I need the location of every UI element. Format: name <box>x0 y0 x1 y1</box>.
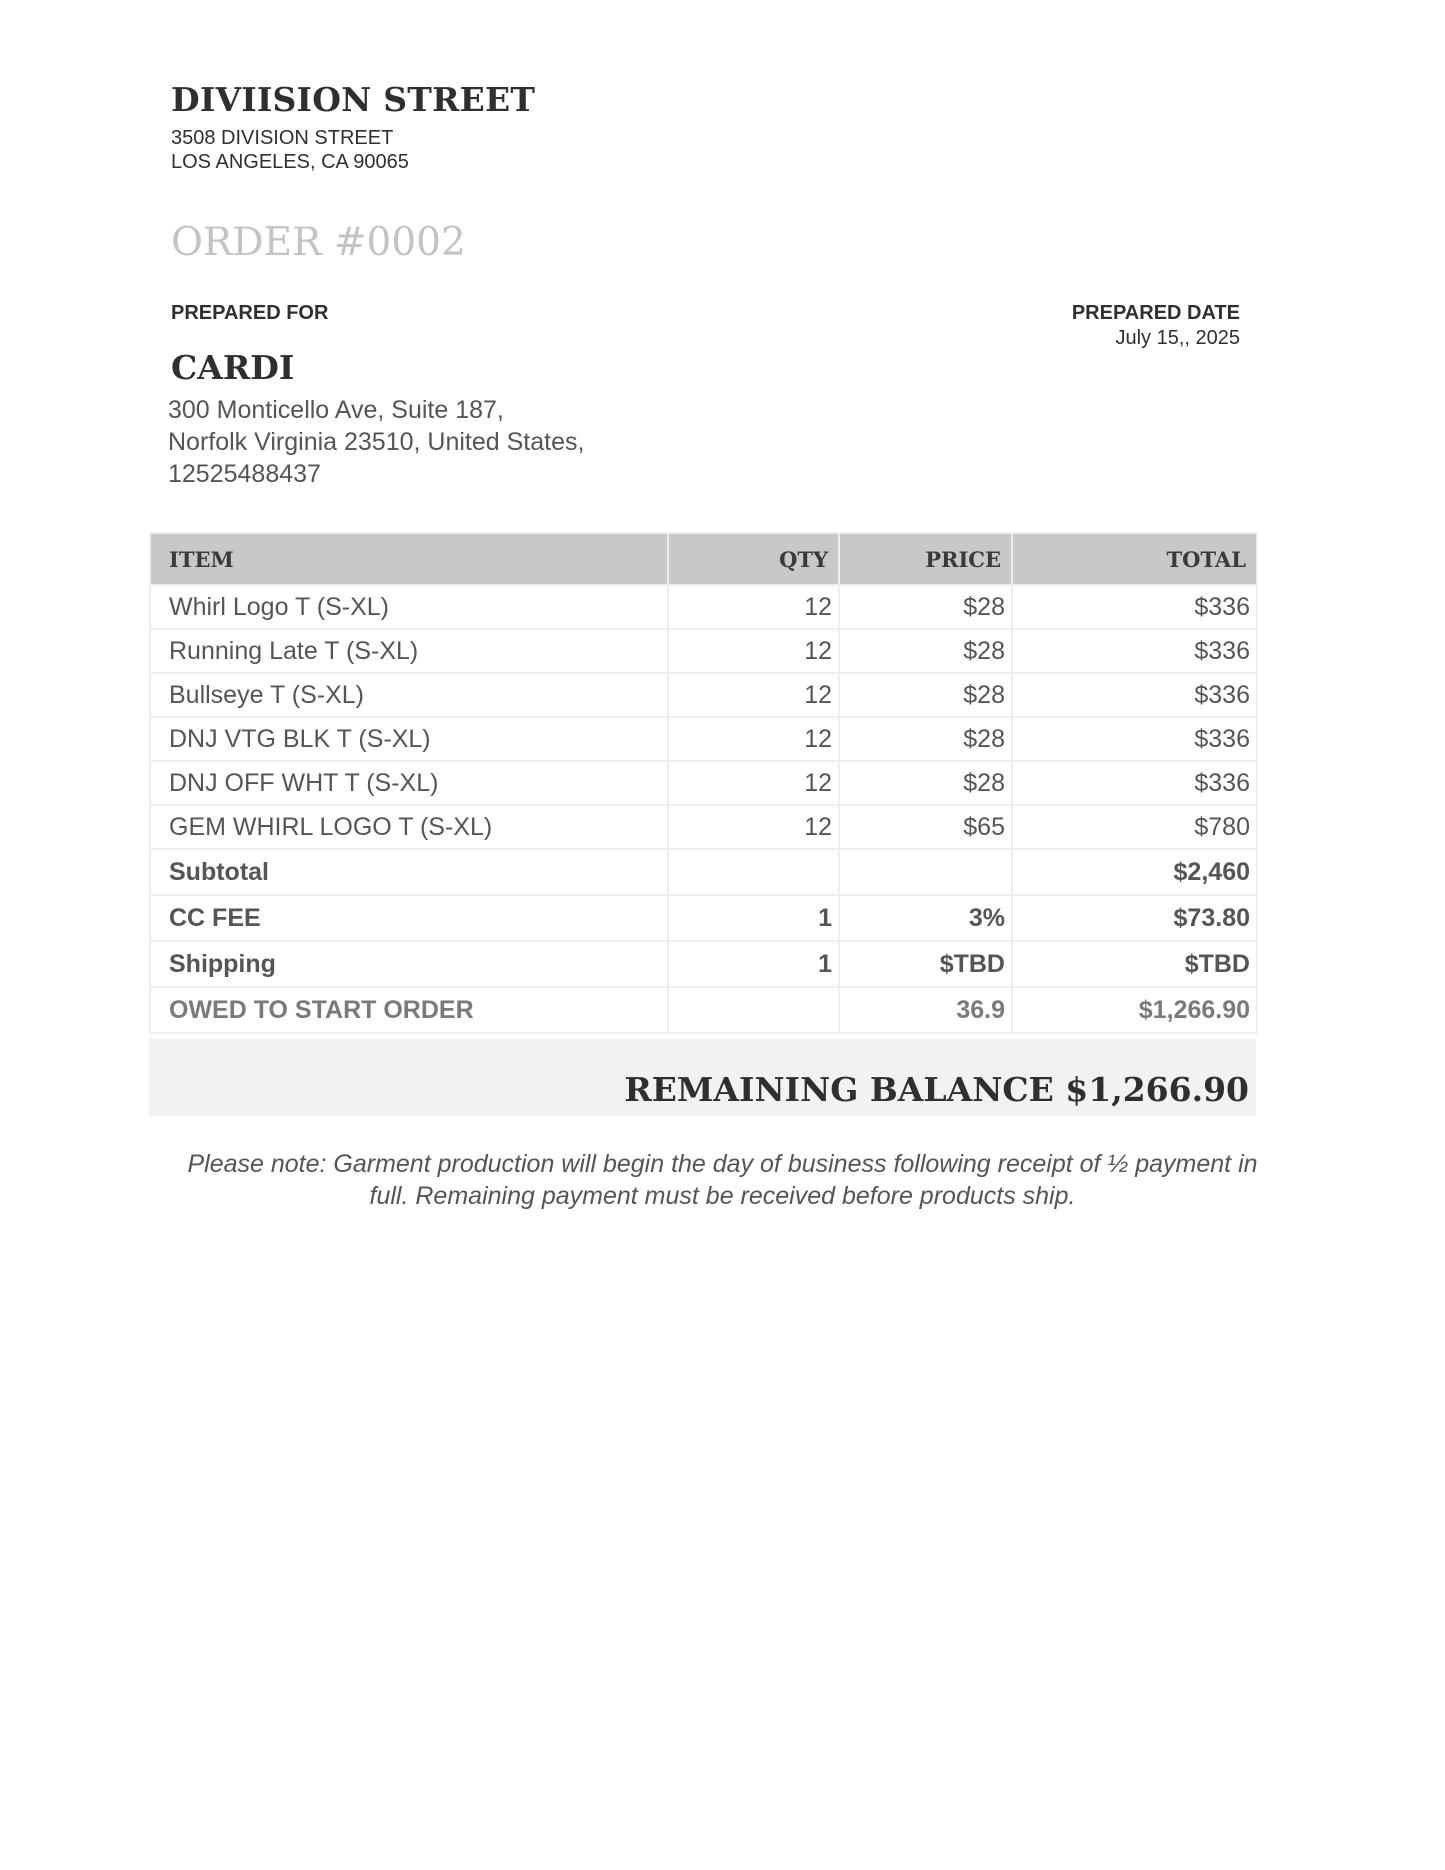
header-total: TOTAL <box>1012 533 1257 585</box>
header-item: ITEM <box>150 533 668 585</box>
shipping-row <box>150 941 1257 987</box>
subtotal-price <box>839 849 1012 895</box>
payment-note <box>149 1148 1296 1212</box>
row-item: Bullseye T (S-XL) <box>150 673 668 717</box>
cc-fee-row <box>150 895 1257 941</box>
shipping-qty: 1 <box>668 941 839 987</box>
row-total: $336 <box>1012 717 1257 761</box>
prepared-date-block <box>1072 302 1240 350</box>
payment-note-line2: full. Remaining payment must be received before products ship. <box>369 1182 1076 1210</box>
owed-label: OWED TO START ORDER <box>150 987 668 1033</box>
company-address-line1: 3508 DIVISION STREET <box>171 127 394 149</box>
row-total: $336 <box>1012 629 1257 673</box>
owed-price: 36.9 <box>839 987 1012 1033</box>
prepared-date-value: July 15,, 2025 <box>1115 327 1240 349</box>
row-total: $336 <box>1012 585 1257 629</box>
owed-row <box>150 987 1257 1033</box>
order-title: ORDER #0002 <box>171 220 466 265</box>
company-address <box>171 126 409 174</box>
cc-fee-price: 3% <box>839 895 1012 941</box>
table-row <box>150 673 1257 717</box>
remaining-balance-bar <box>149 1038 1256 1116</box>
payment-note-line1: Please note: Garment production will begin the day of business following receipt of ½ payment in <box>187 1150 1258 1178</box>
row-price: $28 <box>839 629 1012 673</box>
table-row <box>150 761 1257 805</box>
table-row <box>150 717 1257 761</box>
subtotal-label: Subtotal <box>150 849 668 895</box>
row-total: $780 <box>1012 805 1257 849</box>
shipping-label: Shipping <box>150 941 668 987</box>
remaining-balance: REMAINING BALANCE $1,266.90 <box>624 1070 1249 1109</box>
header-price: PRICE <box>839 533 1012 585</box>
client-address-line1: 300 Monticello Ave, Suite 187, <box>168 396 504 424</box>
row-price: $28 <box>839 585 1012 629</box>
cc-fee-total: $73.80 <box>1012 895 1257 941</box>
row-qty: 12 <box>668 585 839 629</box>
client-address <box>168 394 584 490</box>
table-row <box>150 805 1257 849</box>
prepared-for-label: PREPARED FOR <box>171 302 329 324</box>
cc-fee-qty: 1 <box>668 895 839 941</box>
table-row <box>150 585 1257 629</box>
row-item: Running Late T (S-XL) <box>150 629 668 673</box>
row-total: $336 <box>1012 761 1257 805</box>
table-header-row <box>150 533 1257 585</box>
row-item: DNJ VTG BLK T (S-XL) <box>150 717 668 761</box>
client-name: CARDI <box>171 348 295 387</box>
client-phone: 12525488437 <box>168 460 321 488</box>
header-qty: QTY <box>668 533 839 585</box>
subtotal-row <box>150 849 1257 895</box>
owed-total: $1,266.90 <box>1012 987 1257 1033</box>
shipping-total: $TBD <box>1012 941 1257 987</box>
shipping-price: $TBD <box>839 941 1012 987</box>
company-address-line2: LOS ANGELES, CA 90065 <box>171 151 409 173</box>
client-address-line2: Norfolk Virginia 23510, United States, <box>168 428 585 456</box>
company-name: DIVIISION STREET <box>171 80 536 119</box>
row-price: $65 <box>839 805 1012 849</box>
owed-qty <box>668 987 839 1033</box>
row-item: Whirl Logo T (S-XL) <box>150 585 668 629</box>
subtotal-qty <box>668 849 839 895</box>
row-item: DNJ OFF WHT T (S-XL) <box>150 761 668 805</box>
row-qty: 12 <box>668 673 839 717</box>
subtotal-total: $2,460 <box>1012 849 1257 895</box>
row-qty: 12 <box>668 761 839 805</box>
order-table <box>149 532 1258 1034</box>
row-price: $28 <box>839 717 1012 761</box>
row-qty: 12 <box>668 629 839 673</box>
row-qty: 12 <box>668 717 839 761</box>
row-item: GEM WHIRL LOGO T (S-XL) <box>150 805 668 849</box>
row-price: $28 <box>839 761 1012 805</box>
cc-fee-label: CC FEE <box>150 895 668 941</box>
row-qty: 12 <box>668 805 839 849</box>
table-row <box>150 629 1257 673</box>
row-total: $336 <box>1012 673 1257 717</box>
prepared-date-label: PREPARED DATE <box>1071 302 1240 324</box>
order-table-wrapper <box>149 532 1256 1034</box>
row-price: $28 <box>839 673 1012 717</box>
